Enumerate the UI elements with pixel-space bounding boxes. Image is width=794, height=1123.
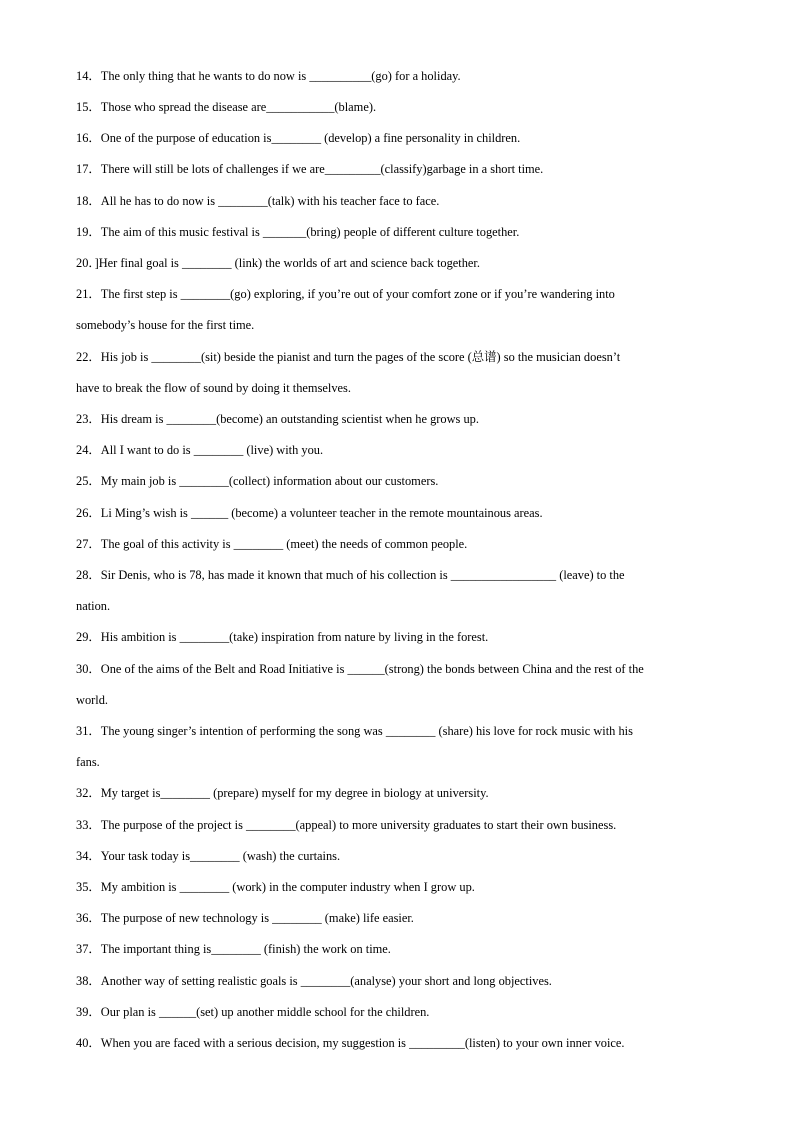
exercise-line: 35．My ambition is ________ (work) in the computer industry when I grow up.: [76, 880, 475, 894]
exercise-line: 19．The aim of this music festival is _______(bring) people of different culture together.: [76, 225, 520, 239]
exercise-line-continuation: somebody’s house for the first time.: [76, 318, 255, 332]
exercise-line: 33．The purpose of the project is ________(appeal) to more university graduates to start their own business.: [76, 818, 617, 832]
exercise-line: 23．His dream is ________(become) an outstanding scientist when he grows up.: [76, 412, 479, 426]
exercise-line: 26．Li Ming’s wish is ______ (become) a volunteer teacher in the remote mountainous areas.: [76, 506, 543, 520]
exercise-line-continuation: nation.: [76, 599, 111, 613]
exercise-line: 37．The important thing is________ (finish) the work on time.: [76, 942, 391, 956]
exercise-line: 39．Our plan is ______(set) up another middle school for the children.: [76, 1005, 430, 1019]
exercise-line: 31．The young singer’s intention of performing the song was ________ (share) his love for rock music with his: [76, 724, 633, 738]
exercise-line: 14．The only thing that he wants to do now is __________(go) for a holiday.: [76, 69, 461, 83]
exercise-line: 30．One of the aims of the Belt and Road Initiative is ______(strong) the bonds between China and the rest of the: [76, 662, 644, 676]
exercise-line: 22．His job is ________(sit) beside the pianist and turn the pages of the score (总谱) so the musician doesn’t: [76, 350, 621, 364]
exercise-line-continuation: have to break the flow of sound by doing it themselves.: [76, 381, 351, 395]
exercise-line: 28．Sir Denis, who is 78, has made it known that much of his collection is _________________ (leave) to the: [76, 568, 625, 582]
exercise-line: 20．]Her final goal is ________ (link) the worlds of art and science back together.: [76, 256, 480, 270]
exercise-line-continuation: world.: [76, 693, 109, 707]
exercise-line: 16．One of the purpose of education is________ (develop) a fine personality in children.: [76, 131, 521, 145]
exercise-line-continuation: fans.: [76, 755, 100, 769]
exercise-line: 15．Those who spread the disease are___________(blame).: [76, 100, 377, 114]
exercise-line: 18．All he has to do now is ________(talk) with his teacher face to face.: [76, 194, 440, 208]
exercise-line: 40．When you are faced with a serious decision, my suggestion is _________(listen) to your own inner voice.: [76, 1036, 625, 1050]
exercise-line: 36．The purpose of new technology is ________ (make) life easier.: [76, 911, 414, 925]
exercise-line: 17．There will still be lots of challenges if we are_________(classify)garbage in a short time.: [76, 162, 544, 176]
exercise-line: 32．My target is________ (prepare) myself for my degree in biology at university.: [76, 786, 489, 800]
exercise-line: 38．Another way of setting realistic goals is ________(analyse) your short and long objectives.: [76, 974, 552, 988]
exercise-line: 24．All I want to do is ________ (live) with you.: [76, 443, 324, 457]
exercise-line: 21．The first step is ________(go) exploring, if you’re out of your comfort zone or if you’re wandering into: [76, 287, 615, 301]
exercise-line: 34．Your task today is________ (wash) the curtains.: [76, 849, 341, 863]
exercise-line: 25．My main job is ________(collect) information about our customers.: [76, 474, 439, 488]
exercise-line: 29．His ambition is ________(take) inspiration from nature by living in the forest.: [76, 630, 489, 644]
exercise-line: 27．The goal of this activity is ________ (meet) the needs of common people.: [76, 537, 468, 551]
